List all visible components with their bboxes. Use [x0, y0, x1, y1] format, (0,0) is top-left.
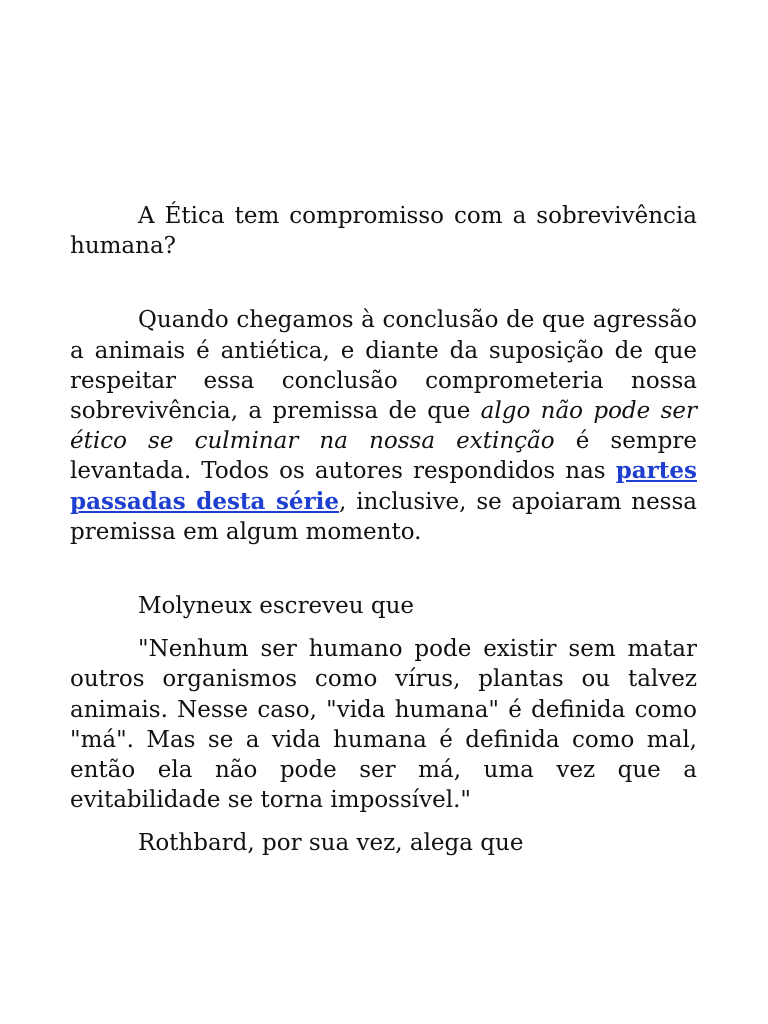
rothbard-intro: Rothbard, por sua vez, alega que — [138, 830, 524, 857]
body-text: Quando chegamos à conclusão de que agressão a animais é antiética, e diante da suposição de que respeitar essa conclusão comprometeria nossa sobrevivência, a premissa de que — [70, 307, 697, 425]
series-link[interactable]: partes passadas desta série — [70, 457, 697, 515]
molyneux-quote: "Nenhum ser humano pode existir sem matar outros organismos como vírus, plantas ou talvez animais. Nesse caso, "vida humana" é definida como "má". Mas se a vida humana é definida como mal, então ela não pode ser má, uma vez que a evitabilidade se torna impossível." — [70, 636, 697, 814]
text-column — [70, 201, 697, 859]
question-paragraph: A Ética tem compromisso com a sobrevivência humana? — [70, 203, 697, 260]
body-text: é sempre levantada. Todos os autores respondidos nas — [70, 428, 697, 485]
italic-premise: algo não pode ser ético se culminar na nossa extinção — [70, 398, 697, 455]
body-text: , inclusive, se apoiaram nessa premissa em algum momento. — [70, 488, 698, 545]
molyneux-intro: Molyneux escreveu que — [138, 593, 415, 620]
body-paragraph-1 — [70, 305, 697, 547]
